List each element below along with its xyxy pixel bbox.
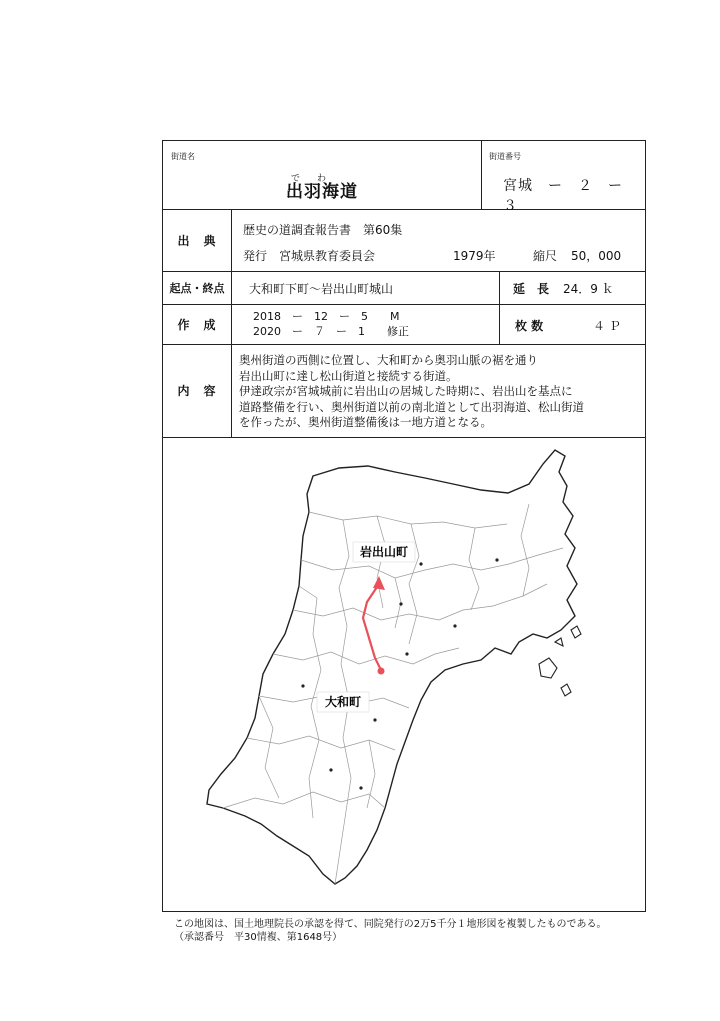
rule: [163, 344, 645, 345]
dewa-road-route: [363, 584, 381, 670]
island: [571, 626, 581, 638]
pages-value: ４ Ｐ: [593, 319, 621, 333]
scale-label: 縮尺: [533, 249, 558, 263]
prefecture-outline: [207, 450, 577, 884]
furigana-de: で: [291, 174, 301, 184]
route-start-dot: [378, 668, 385, 675]
footnote-line: この地図は、国土地理院長の承認を得て、同院発行の2万5千分１地形図を複製したものである。: [174, 919, 607, 930]
island: [561, 684, 571, 696]
source-title: 歴史の道調査報告書 第60集: [243, 223, 403, 237]
furigana-wa: わ: [317, 174, 327, 184]
creation-line2: 2020 ー ７ ー 1 修正: [253, 325, 409, 338]
footnote-line: （承認番号 平30情複、第1648号）: [174, 932, 343, 943]
road-name-label: 街道名: [171, 152, 195, 161]
road-number-label: 街道番号: [489, 152, 521, 161]
route-value: 大和町下町～岩出山町城山: [249, 282, 394, 296]
route-arrow-icon: [373, 576, 385, 590]
content-line: を作ったが、奥州街道整備後は一地方道となる。: [239, 415, 492, 429]
creation-label: 作 成: [177, 317, 217, 332]
length-value: 24．9 ｋ: [563, 282, 614, 296]
source-publisher: 発行 宮城県教育委員会: [243, 249, 376, 263]
label-taiwa: 大和町: [324, 695, 362, 709]
rule: [481, 141, 482, 209]
rule: [231, 209, 232, 437]
content-line: 奥州街道の西側に位置し、大和町から奥羽山脈の裾を通り: [239, 353, 538, 367]
map-footnote: [174, 918, 607, 944]
island: [555, 638, 563, 646]
route-label: 起点・終点: [169, 281, 225, 295]
map-area: [163, 438, 644, 911]
rule: [499, 271, 500, 344]
road-number: 宮城 ー ２ ー ３: [503, 178, 638, 214]
source-year: 1979年: [453, 249, 496, 263]
content-line: 岩出山町に達し松山街道と接続する街道。: [239, 368, 458, 383]
rule: [163, 304, 645, 305]
road-record-sheet: [162, 140, 646, 912]
scale-value: 50，000: [571, 249, 622, 263]
length-label: 延 長: [513, 282, 550, 296]
miyagi-map: [163, 438, 644, 911]
content-label: 内 容: [177, 384, 217, 398]
content-line: 伊達政宗が宮城城前に岩出山の居城した時期に、岩出山を基点に: [239, 384, 573, 398]
content-text: [239, 353, 643, 431]
source-label: 出 典: [177, 233, 217, 248]
rule: [163, 271, 645, 272]
content-line: 道路整備を行い、奥州街道以前の南北道として出羽海道、松山街道: [239, 399, 584, 414]
label-iwadeyama: 岩出山町: [359, 545, 409, 559]
pages-label: 枚 数: [515, 319, 544, 333]
island: [539, 658, 557, 678]
creation-line1: 2018 ー 12 ー 5 M: [253, 310, 400, 323]
road-name: 出羽海道: [286, 182, 358, 202]
